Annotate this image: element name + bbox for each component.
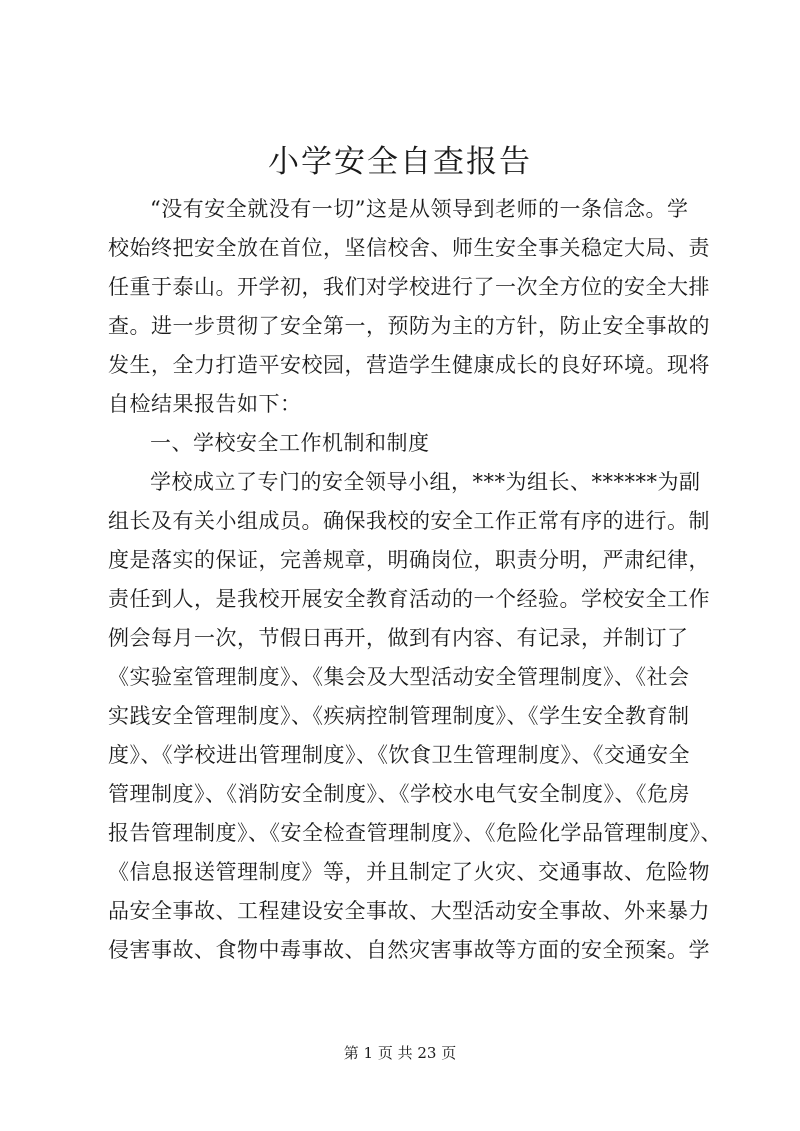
document-title: 小学安全自查报告: [268, 144, 532, 180]
body-line: 报告管理制度》、《安全检查管理制度》、《危险化学品管理制度》、: [108, 821, 722, 845]
body-line: 校始终把安全放在首位，坚信校舍、师生安全事关稳定大局、责: [108, 236, 710, 260]
body-line: 责任到人，是我校开展安全教育活动的一个经验。学校安全工作: [108, 587, 710, 611]
page-number: 第 1 页 共 23 页: [343, 1044, 457, 1062]
body-line: 查。进一步贯彻了安全第一，预防为主的方针，防止安全事故的: [108, 314, 710, 338]
section-heading: 一、学校安全工作机制和制度: [150, 431, 430, 455]
body-line: 《实验室管理制度》、《集会及大型活动安全管理制度》、《社会: [108, 665, 690, 689]
body-line: “没有安全就没有一切”这是从领导到老师的一条信念。学: [150, 197, 689, 221]
body-line: 自检结果报告如下：: [108, 392, 302, 416]
body-line: 学校成立了专门的安全领导小组，***为组长、******为副: [150, 470, 701, 494]
body-line: 品安全事故、工程建设安全事故、大型活动安全事故、外来暴力: [108, 899, 710, 923]
body-line: 实践安全管理制度》、《疾病控制管理制度》、《学生安全教育制: [108, 704, 690, 728]
body-line: 管理制度》、《消防安全制度》、《学校水电气安全制度》、《危房: [108, 782, 690, 806]
body-line: 组长及有关小组成员。确保我校的安全工作正常有序的进行。制: [108, 509, 710, 533]
body-line: 侵害事故、食物中毒事故、自然灾害事故等方面的安全预案。学: [108, 938, 710, 962]
body-line: 度是落实的保证，完善规章，明确岗位，职责分明，严肃纪律，: [108, 548, 710, 572]
body-line: 《信息报送管理制度》等，并且制定了火灾、交通事故、危险物: [108, 860, 710, 884]
body-line: 任重于泰山。开学初，我们对学校进行了一次全方位的安全大排: [108, 275, 710, 299]
body-line: 度》、《学校进出管理制度》、《饮食卫生管理制度》、《交通安全: [108, 743, 690, 767]
body-line: 例会每月一次，节假日再开，做到有内容、有记录，并制订了: [108, 626, 689, 650]
body-line: 发生，全力打造平安校园，营造学生健康成长的良好环境。现将: [108, 353, 710, 377]
